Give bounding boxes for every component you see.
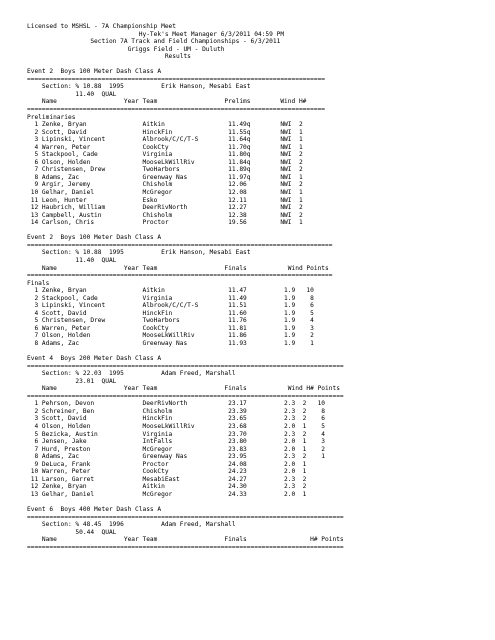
text-line: 5 Christensen, Drew TwoHarbors 11.76 1.9 4 — [27, 317, 314, 325]
text-line: Section 7A Track and Field Championships - 6/3/2011 — [27, 38, 281, 46]
text-line: Name Year Team Finals Wind H# Points — [27, 385, 340, 393]
text-line: 4 Warren, Peter CookCty 11.70q NWI 1 — [27, 143, 303, 151]
text-line: ================================================================================ — [27, 75, 326, 83]
text-line: 14 Carlson, Chris Proctor 19.56 NWI 1 — [27, 219, 303, 227]
text-line: ================================================================================ — [27, 106, 326, 114]
text-line: Hy-Tek's Meet Manager 6/3/2011 04:59 PM — [27, 30, 285, 38]
text-line: 11 Larson, Garret MesabiEast 24.27 2.3 2 — [27, 475, 307, 483]
text-line: 3 Lipinski, Vincent Albrook/C/C/T-S 11.64q NWI 1 — [27, 136, 303, 144]
text-line: 8 Adams, Zac Greenway Nas 23.95 2.3 2 1 — [27, 453, 326, 461]
text-line: Section: % 22.03 1995 Adam Freed, Marshall — [27, 370, 236, 378]
text-line: Results — [27, 53, 191, 61]
text-line: 7 Christensen, Drew TwoHarbors 11.89q NWI 2 — [27, 166, 303, 174]
text-line: 3 Scott, David HinckFin 23.65 2.3 2 6 — [27, 415, 326, 423]
text-line: Section: % 48.45 1996 Adam Freed, Marshall — [27, 521, 236, 529]
text-line: 50.44 QUAL — [27, 528, 117, 536]
text-line: 7 Hurd, Preston McGregor 23.83 2.0 1 2 — [27, 445, 326, 453]
text-line: Griggs Field - UM - Duluth — [27, 45, 225, 53]
text-line: 11.40 QUAL — [27, 90, 117, 98]
text-line: ===================================================================================== — [27, 513, 344, 521]
text-line: 1 Zenke, Bryan Aitkin 11.47 1.9 10 — [27, 287, 314, 295]
text-line: Event 6 Boys 400 Meter Dash Class A — [27, 506, 162, 513]
text-line: 10 Warren, Peter CookCty 24.23 2.0 1 — [27, 468, 307, 476]
text-line: 1 Pehrson, Devon DeerRivNorth 23.17 2.3 2 10 — [27, 400, 326, 408]
text-line: Event 2 Boys 100 Meter Dash Class A — [27, 234, 162, 242]
text-line: 5 Stackpool, Cade Virginia 11.80q NWI 2 — [27, 151, 303, 159]
text-line — [27, 227, 495, 235]
text-line: 10 Gelhar, Daniel McGregor 12.08 NWI 1 — [27, 189, 303, 197]
text-line: 8 Adams, Zac Greenway Nas 11.93 1.9 1 — [27, 339, 314, 347]
text-line: 3 Lipinski, Vincent Albrook/C/C/T-S 11.51 1.9 6 — [27, 302, 314, 310]
text-line: 9 DeLuca, Frank Proctor 24.08 2.0 1 — [27, 460, 307, 468]
text-line: Section: % 10.88 1995 Erik Hanson, Mesabi East — [27, 249, 251, 257]
text-line: 2 Scott, David HinckFin 11.55q NWI 1 — [27, 128, 303, 136]
text-line: ===================================================================================== — [27, 392, 344, 400]
text-line: 2 Schreiner, Ben Chisholm 23.39 2.3 2 8 — [27, 407, 326, 415]
text-line: Section: % 10.88 1995 Erik Hanson, Mesabi East — [27, 83, 251, 91]
text-line: ================================================================================== — [27, 272, 333, 280]
text-line: 6 Jensen, Jake IntFalls 23.80 2.0 1 3 — [27, 438, 326, 446]
text-line: 5 Bezicka, Austin Virginia 23.70 2.3 2 4 — [27, 430, 326, 438]
text-line: 9 Argir, Jeremy Chisholm 12.06 NWI 2 — [27, 181, 303, 189]
text-line: ===================================================================================== — [27, 362, 344, 370]
text-line: 1 Zenke, Bryan Aitkin 11.49q NWI 2 — [27, 121, 303, 129]
text-line: 7 Olson, Holden MooseLkWillRiv 11.86 1.9 2 — [27, 332, 314, 340]
text-line: 11 Leon, Hunter Esko 12.11 NWI 1 — [27, 196, 303, 204]
text-line: 11.40 QUAL — [27, 256, 117, 264]
text-line: Name Year Team Finals Wind Points — [27, 264, 329, 272]
text-line: 2 Stackpool, Cade Virginia 11.49 1.9 8 — [27, 294, 314, 302]
text-line: 6 Olson, Holden MooseLkWillRiv 11.84q NWI 2 — [27, 158, 303, 166]
text-line: Preliminaries — [27, 113, 76, 121]
text-line: 4 Scott, David HinckFin 11.60 1.9 5 — [27, 309, 314, 317]
text-line: 12 Zenke, Bryan Aitkin 24.30 2.3 2 — [27, 483, 307, 491]
text-line: Finals — [27, 279, 50, 287]
text-line: 12 Haubrich, William DeerRivNorth 12.27 NWI 2 — [27, 204, 303, 212]
text-line: Licensed to MSHSL - 7A Championship Meet — [27, 23, 177, 30]
text-line: 4 Olson, Holden MooseLkWillRiv 23.68 2.0 1 5 — [27, 422, 326, 430]
text-line: ===================================================================================== — [27, 543, 344, 551]
text-line: Name Year Team Finals H# Points — [27, 536, 344, 544]
text-line — [27, 61, 495, 69]
text-line: 8 Adams, Zac Greenway Nas 11.97q NWI 1 — [27, 173, 303, 181]
text-line: 6 Warren, Peter CookCty 11.81 1.9 3 — [27, 324, 314, 332]
text-line: 13 Campbell, Austin Chisholm 12.38 NWI 2 — [27, 211, 303, 219]
text-line: ================================================================================== — [27, 241, 333, 249]
text-line: Event 2 Boys 100 Meter Dash Class A — [27, 68, 162, 76]
text-line — [27, 498, 495, 506]
text-line — [27, 348, 495, 356]
text-line: Name Year Team Prelims Wind H# — [27, 98, 307, 106]
text-line: 23.01 QUAL — [27, 377, 117, 385]
text-line: 13 Gelhar, Daniel McGregor 24.33 2.0 1 — [27, 490, 307, 498]
text-line: Event 4 Boys 200 Meter Dash Class A — [27, 355, 162, 363]
